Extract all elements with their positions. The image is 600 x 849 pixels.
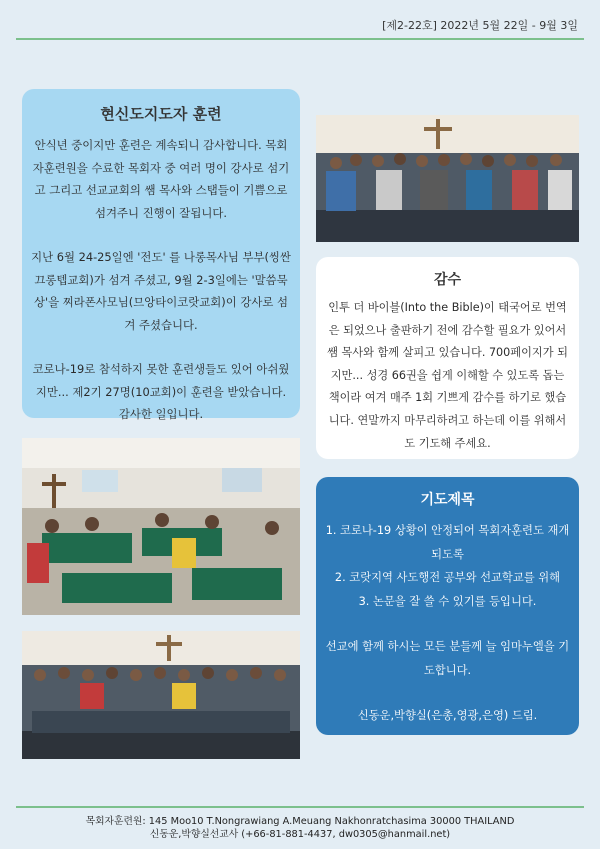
prayer-title: 기도제목	[420, 492, 475, 508]
review-card	[316, 257, 579, 459]
footer-contact: 신동운,박향실선교사 (+66-81-881-4437, dw0305@hanmail.net)	[149, 829, 451, 840]
classroom-photo	[22, 438, 300, 615]
review-title: 감수	[433, 272, 462, 288]
footer-address: 목회자훈련원: 145 Moo10 T.Nongrawiang A.Meuang Nakhonratchasima 30000 THAILAND	[85, 816, 515, 827]
training-paragraph-1: 안식년 중이지만 훈련은 계속되니 감사합니다. 목회자훈련원을 수료한 목회자 중 여러 명이 강사로 섬기고 그리고 선교교회의 쌤 목사와 스탭들이 기쁨으로 섬겨주니 진행이 잘됩니다.	[32, 138, 290, 220]
prayer-card	[316, 477, 579, 735]
footer	[0, 815, 600, 841]
issue-date: [제2-22호] 2022년 5월 22일 - 9월 3일	[382, 19, 578, 32]
group-photo-bottom	[22, 631, 300, 759]
group-photo-top	[316, 115, 579, 242]
prayer-signature: 신동운,박향실(은총,영광,은영) 드림.	[357, 709, 538, 722]
training-paragraph-2: 지난 6월 24-25일엔 '전도' 를 나롱목사님 부부(씽싼끄롱텝교회)가 섬겨 주셨고, 9월 2-3일에는 '말씀묵상'을 찌라폰사모님(므앙타이코랏교회)이 강사로 섬겨 주셨습니다.	[31, 250, 291, 332]
training-paragraph-3: 코로나-19로 참석하지 못한 훈련생들도 있어 아쉬웠지만... 제2기 27명(10교회)이 훈련을 받았습니다. 감사한 일입니다.	[32, 362, 290, 421]
prayer-closing: 선교에 함께 하시는 모든 분들께 늘 임마누엘을 기도합니다.	[325, 640, 570, 677]
prayer-item-1: 1. 코로나-19 상황이 안정되어 목회자훈련도 재개되도록	[325, 524, 570, 561]
review-body: 인투 더 바이블(Into the Bible)이 태국어로 번역은 되었으나 출판하기 전에 감수할 필요가 있어서 쌤 목사와 함께 살피고 있습니다. 700페이지가 되지만... 성경 66권을 쉽게 이해할 수 있도록 돕는 책이라 여겨 매주 1회 기쁘게 감수를 하기로 했습니다. 연말까지 마무리하려고 하는데 이를 위해서도 기도해 주세요.	[327, 301, 568, 450]
prayer-item-2: 2. 코랏지역 사도행전 공부와 선교학교를 위해	[334, 571, 561, 584]
prayer-items	[324, 519, 571, 613]
top-divider	[16, 38, 584, 40]
prayer-item-3: 3. 논문을 잘 쓸 수 있기를 등입니다.	[358, 594, 537, 608]
bottom-divider	[16, 806, 584, 808]
training-card	[22, 89, 300, 421]
training-title: 현신도지도자 훈련	[100, 105, 222, 123]
